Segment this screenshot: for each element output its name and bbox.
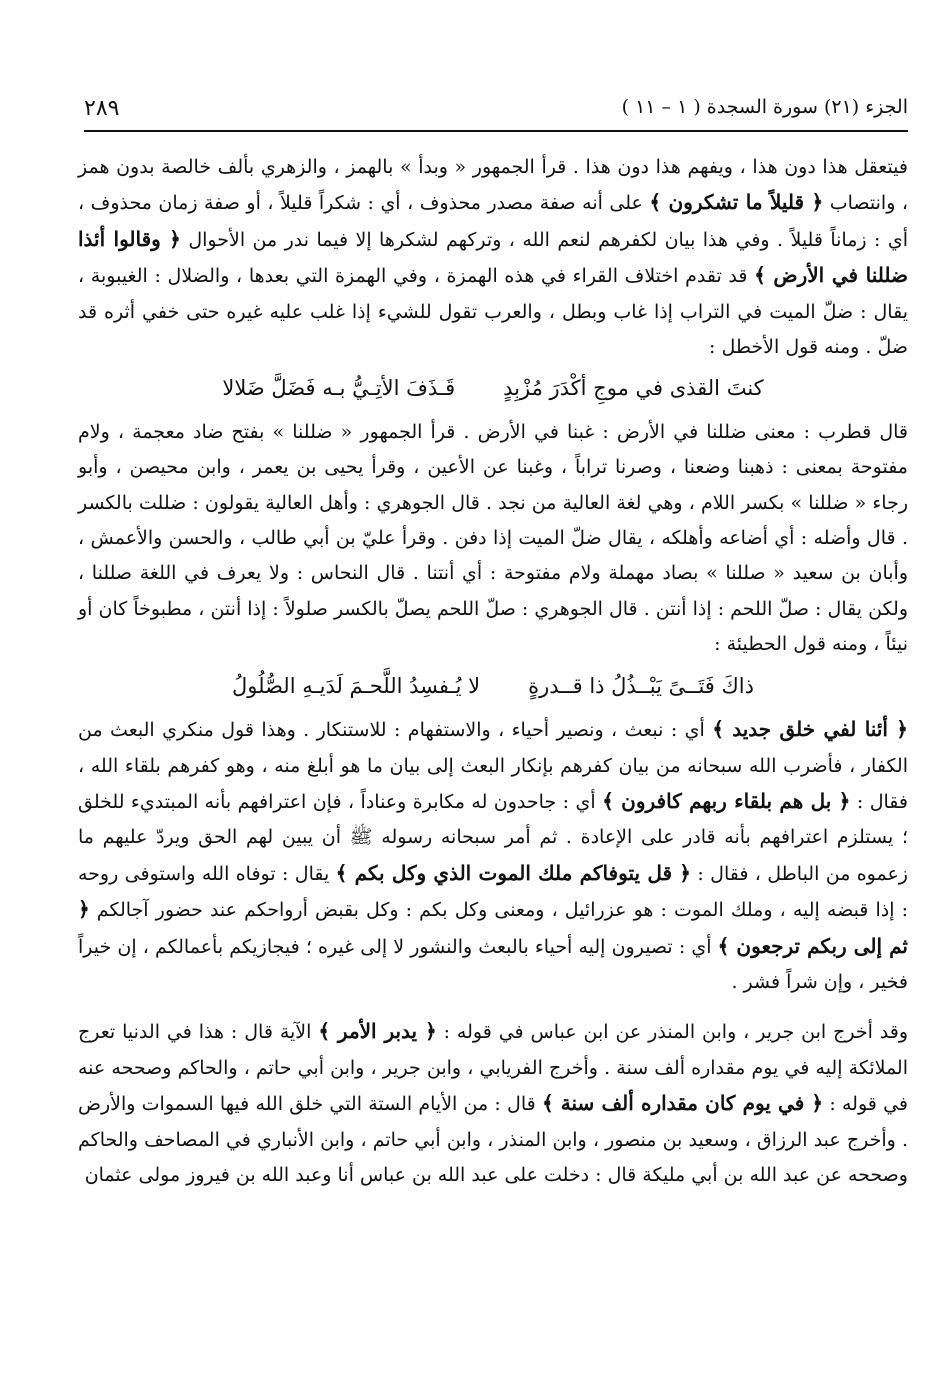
text-run: يقال : توفاه الله واستوفى روحه : إذا قبضه إليه ، وملك الموت : هو عزرائيل ، ومعنى وكل بكم : وكل بقبض أرواحكم عند حضور آجالكم <box>78 862 908 922</box>
page-number: ٢٨٩ <box>84 96 120 121</box>
verse-hemistich-right: كنتَ القذى في موجِ أكْدَرَ مُزْبِدٍ <box>503 376 764 401</box>
text-run: قد تقدم اختلاف القراء في هذه الهمزة ، وفي الهمزة التي بعدها ، والضلال : الغيبوبة ، يقال : ضلّ الميت في التراب إذا غاب وبطل ، والعرب تقول للشيء إذا غلب عليه غيره حتى خفي أثره قد ضلّ . ومنه قول الأخطل : <box>78 265 908 359</box>
text-run: وقد أخرج ابن جرير ، وابن المنذر عن ابن عباس في قوله : <box>436 1021 908 1044</box>
text-run: أي : نبعث ، ونصير أحياء ، والاستفهام : للاستنكار . وهذا قول منكري البعث من الكفار ، فأضرب الله سبحانه من بيان كفرهم بإنكار البعث إلى بيان ما هو أبلغ منه ، وهو كفرهم بلقاء الله ، فقال : <box>78 719 908 813</box>
text-run: على أنه صفة مصدر محذوف ، أي : شكراً قليلاً ، أو صفة زمان محذوف ، أي : زماناً قليلاً . وفي هذا بيان لكفرهم لنعم الله ، وتركهم لشكرها إلا فيما ندر من الأحوال <box>78 192 908 251</box>
paragraph <box>78 150 908 365</box>
text-run: الآية قال : هذا في الدنيا تعرج الملائكة إليه في يوم مقداره ألف سنة . وأخرج الفريابي ، وابن جرير ، وابن أبي حاتم ، والحاكم وصححه عنه في قوله : <box>78 1021 908 1116</box>
text-run: فيتعقل هذا دون هذا ، ويفهم هذا دون هذا . قرأ الجمهور « وبدأ » بالهمز ، والزهري بألف خالصة بدون همز ، وانتصاب <box>78 156 908 215</box>
quran-quote: ﴿ في يوم كان مقداره ألف سنة ﴾ <box>541 1091 824 1116</box>
quran-quote: ﴿ أئنا لفي خلق جديد ﴾ <box>712 717 908 742</box>
quran-quote: ﴿ وقالوا أئذا ضللنا في الأرض ﴾ <box>78 226 908 288</box>
verse-hemistich-left: لا يُـفسِدُ اللَّحـمَ لَدَيـهِ الصُّلُولُ <box>232 673 481 698</box>
text-run: قال : من الأيام الستة التي خلق الله فيها السموات والأرض . وأخرج عبد الرزاق ، وسعيد بن منصور ، وابن المنذر ، وابن أبي حاتم ، وابن الأنباري في المصاحف والحاكم وصححه عن عبد الله بن أبي مليكة قال : دخلت على عبد الله بن عباس أنا وعبد الله بن فيروز مولى عثمان <box>78 1093 908 1186</box>
quran-quote: ﴿ قليلاً ما تشكرون ﴾ <box>649 190 824 215</box>
paragraph-gap <box>78 1000 908 1014</box>
quran-quote: ﴿ يدبر الأمر ﴾ <box>318 1019 437 1044</box>
page-header <box>84 92 908 126</box>
verse-hemistich-right: ذاكَ فَتَــىً يَبْــذُلُ ذا قــدرةٍ <box>528 673 754 698</box>
page-body <box>78 150 908 1193</box>
quran-quote: ﴿ ثم إلى ربكم ترجعون ﴾ <box>78 897 909 958</box>
header-divider <box>84 130 908 132</box>
poetry-verse <box>78 669 908 704</box>
paragraph <box>78 712 908 1000</box>
poetry-verse <box>78 371 908 406</box>
quran-quote: ﴿ بل هم بلقاء ربهم كافرون ﴾ <box>602 788 851 813</box>
verse-hemistich-left: قَـذَفَ الأتِـيُّ بـه فَضَلَّ ضَلالا <box>222 376 456 401</box>
quran-quote: ﴿ قل يتوفاكم ملك الموت الذي وكل بكم ﴾ <box>335 860 692 885</box>
paragraph <box>78 415 908 663</box>
text-run: أي : جاحدون له مكابرة وعناداً ، فإن اعترافهم بأنه المبتديء للخلق ؛ يستلزم اعترافهم بأنه قادر على الإعادة . ثم أمر سبحانه رسوله ﷺ أن يبين لهم الحق ويردّ عليهم ما زعموه من الباطل ، فقال : <box>78 790 908 885</box>
paragraph <box>78 1014 908 1193</box>
text-run: أي : تصيرون إليه أحياء بالبعث والنشور لا إلى غيره ؛ فيجازيكم بأعمالكم ، إن خيراً فخير ، وإن شراً فشر . <box>78 935 908 993</box>
text-run: قال قطرب : معنى ضللنا في الأرض : غبنا في الأرض . قرأ الجمهور « ضللنا » بفتح ضاد معجمة ، ولام مفتوحة بمعنى : ذهبنا وضعنا ، وصرنا تراباً ، وغبنا عن الأعين ، وقرأ يحيى بن يعمر ، وابن محيصن ، وأبو رجاء « ضللنا » بكسر اللام ، وهي لغة العالية من نجد . قال الجوهري : وأهل العالية يقولون : ضللت بالكسر . قال وأضله : أي أضاعه وأهلكه ، يقال ضلّ الميت إذا دفن . وقرأ عليّ بن أبي طالب ، والحسن والأعمش ، وأبان بن سعيد « صللنا » بصاد مهملة ولام مفتوحة : أي أنتنا . قال النحاس : ولا يعرف في اللغة صللنا ، ولكن يقال : صلّ اللحم : إذا أنتن . قال الجوهري : صلّ اللحم يصلّ بالكسر صلولاً : إذا أنتن ، مطبوخاً كان أو نيئاً ، ومنه قول الحطيئة : <box>78 420 908 656</box>
running-head: الجزء (٢١) سورة السجدة ( ١ – ١١ ) <box>621 96 908 118</box>
